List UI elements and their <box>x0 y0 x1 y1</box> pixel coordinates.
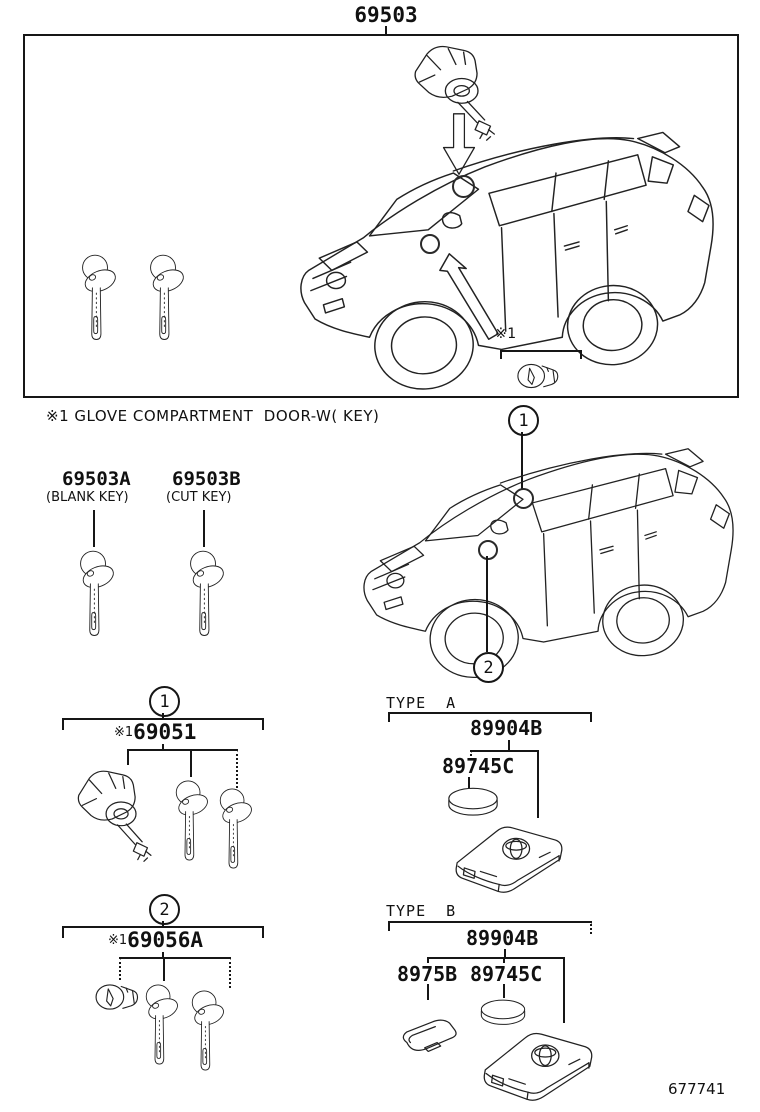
leader-line <box>163 957 165 981</box>
callout-anchor-dot <box>478 540 498 560</box>
section2-part-label <box>108 928 203 952</box>
section2-ref-marker: ※1 <box>108 933 128 948</box>
section1-callout-badge: 1 <box>149 686 180 717</box>
glove-compartment-note: ※1 GLOVE COMPARTMENT DOOR-W( KEY) <box>46 407 380 425</box>
glove-lock-icon <box>92 976 144 1018</box>
bracket-line <box>470 750 537 752</box>
part-number-8975B: 8975B <box>397 962 458 986</box>
bracket-tick <box>590 921 592 934</box>
leader-line-dotted <box>229 957 231 988</box>
key-icon <box>76 250 118 348</box>
callout-1-badge: 1 <box>508 405 539 436</box>
leader-line <box>385 26 387 34</box>
key-icon <box>186 986 226 1078</box>
bracket-line <box>388 712 592 714</box>
bracket-tick <box>62 718 64 730</box>
bracket-tick <box>262 926 264 938</box>
type-b-label: TYPE B <box>386 902 457 920</box>
key-cover-icon <box>398 1016 462 1062</box>
key-icon <box>214 784 254 876</box>
leader-line <box>190 749 192 777</box>
part-number-69056A: 69056A <box>127 928 204 952</box>
part-number-69503A: 69503A <box>62 468 131 490</box>
key-icon <box>170 776 210 868</box>
part-number-89745C-typeA: 89745C <box>442 754 515 778</box>
part-number-89904B-typeB: 89904B <box>466 926 539 950</box>
leader-line <box>427 984 429 1000</box>
glove-lock-icon <box>514 356 564 396</box>
bracket-tick <box>590 712 592 722</box>
assembly-part-number: 69503 <box>354 3 418 27</box>
leader-line <box>563 957 565 1023</box>
bracket-line <box>119 957 231 959</box>
caption-cut-key: (CUT KEY) <box>166 490 232 505</box>
callout-anchor-dot <box>420 234 440 254</box>
leader-line <box>203 510 205 547</box>
caption-blank-key: (BLANK KEY) <box>46 490 129 505</box>
callout-2-badge: 2 <box>473 652 504 683</box>
leader-line-dotted <box>236 749 238 788</box>
leader-line <box>504 949 506 957</box>
bracket-tick <box>62 926 64 938</box>
leader-line <box>486 556 488 652</box>
section2-callout-badge: 2 <box>149 894 180 925</box>
ignition-cylinder-icon <box>70 763 158 863</box>
leader-line <box>537 750 539 818</box>
arrow-pointer-icon <box>438 252 500 342</box>
section1-ref-marker: ※1 <box>114 725 134 740</box>
leader-line <box>508 740 510 750</box>
bracket-tick <box>388 712 390 722</box>
leader-line <box>93 510 95 547</box>
part-number-69503B: 69503B <box>172 468 241 490</box>
car-illustration-middle <box>356 418 750 680</box>
bracket-tick <box>388 921 390 931</box>
leader-line <box>503 984 505 998</box>
key-icon <box>140 980 180 1072</box>
cut-key-icon <box>184 546 226 644</box>
smart-key-fob-icon <box>478 1020 598 1102</box>
callout-anchor-dot <box>452 175 475 198</box>
section1-part-label <box>114 720 196 744</box>
glove-ref-marker: ※1 <box>495 326 517 342</box>
car-illustration-top <box>292 98 732 392</box>
part-number-89745C-typeB: 89745C <box>470 962 543 986</box>
part-number-69051: 69051 <box>133 720 197 744</box>
bracket-tick <box>500 350 502 359</box>
type-a-label: TYPE A <box>386 694 457 712</box>
bracket-line <box>127 749 237 751</box>
key-icon <box>144 250 186 348</box>
bracket-line <box>388 921 592 923</box>
bracket-line <box>427 957 563 959</box>
bracket-line <box>500 350 582 352</box>
part-number-89904B-typeA: 89904B <box>470 716 543 740</box>
bracket-tick <box>262 718 264 730</box>
blank-key-icon <box>74 546 116 644</box>
figure-number: 677741 <box>668 1080 726 1098</box>
smart-key-fob-icon <box>450 814 568 894</box>
bracket-tick <box>580 350 582 359</box>
